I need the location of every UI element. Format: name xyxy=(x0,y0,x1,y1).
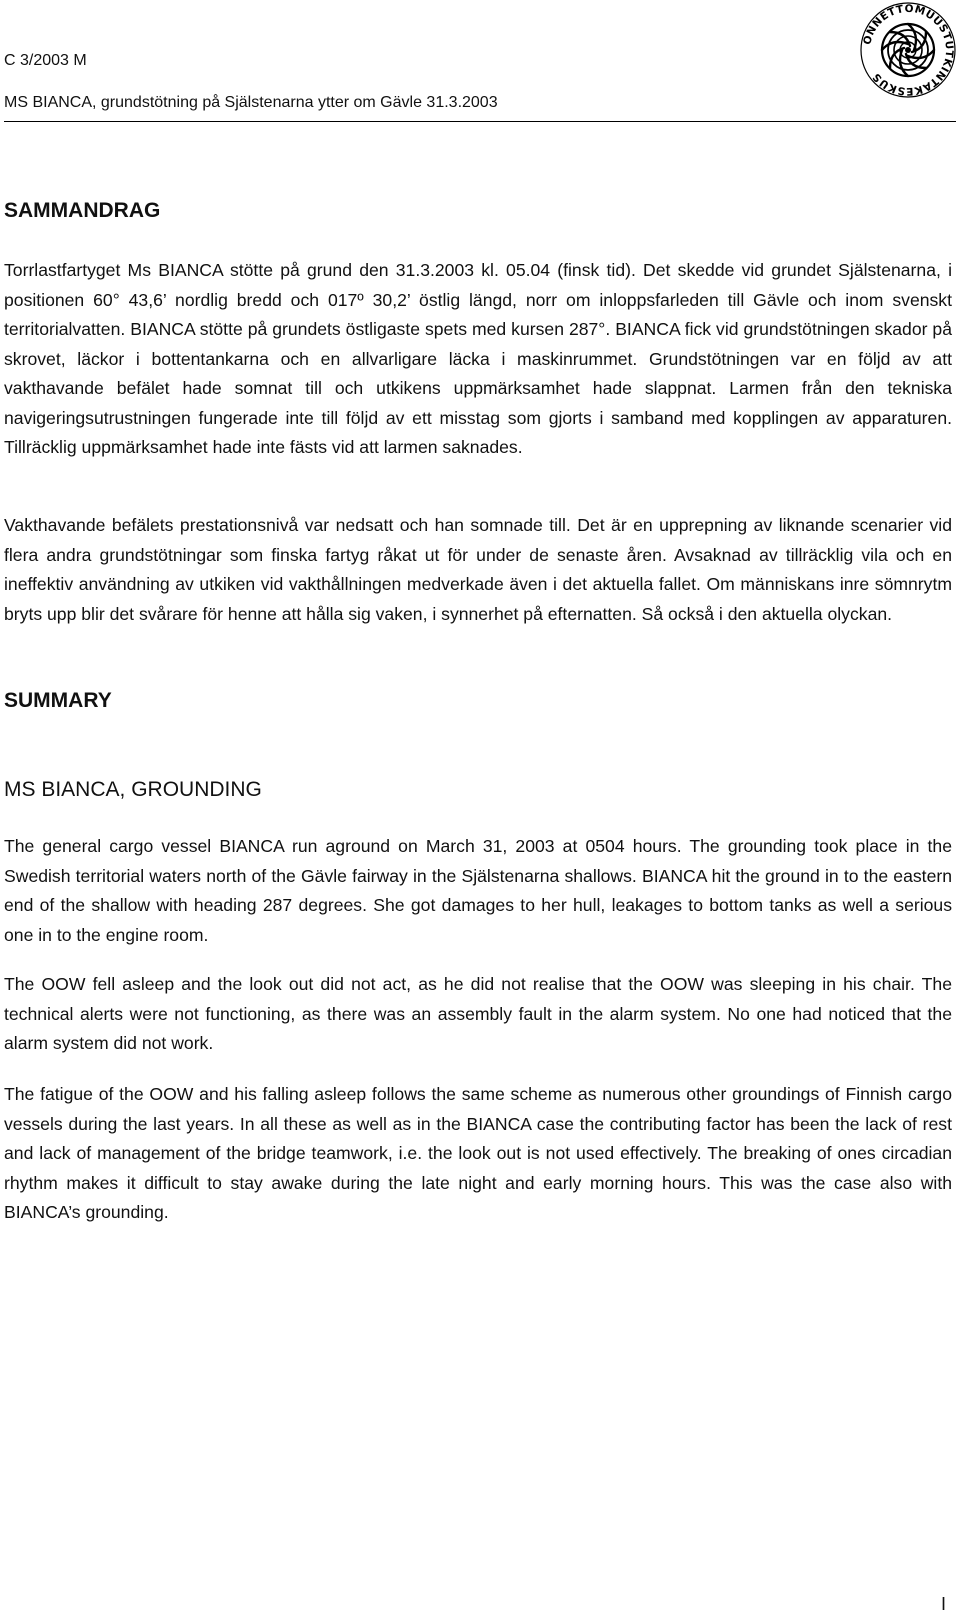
page-number: I xyxy=(940,1594,946,1614)
summary-paragraph-1: The general cargo vessel BIANCA run aground on March 31, 2003 at 0504 hours. The grounding took place in the Swedish territorial waters north of the Gävle fairway in the Själstenarna shallows. BIANCA hit the ground in to the eastern end of the shallow with heading 287 degrees. She got damages to her hull, leakages to bottom tanks as well a serious one in to the engine room. xyxy=(4,836,952,945)
summary-paragraph-2: The OOW fell asleep and the look out did not act, as he did not realise that the OOW was sleeping in his chair. The technical alerts were not functioning, as there was an assembly fault in the alarm system. No one had noticed that the alarm system did not work. xyxy=(4,974,952,1053)
summary-paragraph-3: The fatigue of the OOW and his falling asleep follows the same scheme as numerous other groundings of Finnish cargo vessels during the last years. In all these as well as in the BIANCA case the contributing factor has been the lack of rest and lack of management of the bridge teamwork, i.e. the look out is not used effectively. The breaking of ones circadian rhythm makes it difficult to stay awake during the late night and early morning hours. This was the case also with BIANCA’s grounding. xyxy=(4,1084,952,1222)
sammandrag-heading: SAMMANDRAG xyxy=(4,199,161,222)
sammandrag-paragraph-2: Vakthavande befälets prestationsnivå var nedsatt och han somnade till. Det är en upprepning av liknande scenarier vid flera andra grundstötningar som finska fartyg råkat ut för under de senaste åren. Avsaknad av tillräcklig vila och en ineffektiv användning av utkiken vid vakthållningen medverkade även i det aktuella fallet. Om människans inre sömnrytm bryts upp blir det svårare för henne att hålla sig vaken, i synnerhet på efternatten. Så också i den aktuella olyckan. xyxy=(4,515,952,624)
sammandrag-paragraph-1: Torrlastfartyget Ms BIANCA stötte på grund den 31.3.2003 kl. 05.04 (finsk tid). Det skedde vid grundet Själstenarna, i positionen 60° 43,6’ nordlig bredd och 017º 30,2’ östlig längd, norr om inloppsfarleden till Gävle och inom svenskt territorialvatten. BIANCA stötte på grundets östligaste spets med kursen 287°. BIANCA fick vid grundstötningen skador på skrovet, läckor i bottentankarna och en allvarligare läcka i maskinrummet. Grundstötningen var en följd av att vakthavande befälet hade somnat till och utkikens uppmärksamhet hade slappnat. Larmen från den tekniska navigeringsutrustningen fungerade inte till följd av ett misstag som gjorts i samband med kopplingen av apparaturen. Tillräcklig uppmärksamhet hade inte fästs vid att larmen saknades. xyxy=(4,260,952,457)
document-title: MS BIANCA, grundstötning på Själstenarna ytter om Gävle 31.3.2003 xyxy=(4,94,498,111)
summary-heading: SUMMARY xyxy=(4,689,112,712)
investigation-centre-seal-icon xyxy=(858,0,958,100)
header-divider xyxy=(4,121,956,122)
summary-title: MS BIANCA, GROUNDING xyxy=(4,778,262,801)
page-header xyxy=(4,0,954,122)
document-id: C 3/2003 M xyxy=(4,52,87,69)
seal-text: ONNETTOMUUSTUTKINTAKESKUS xyxy=(861,2,956,98)
